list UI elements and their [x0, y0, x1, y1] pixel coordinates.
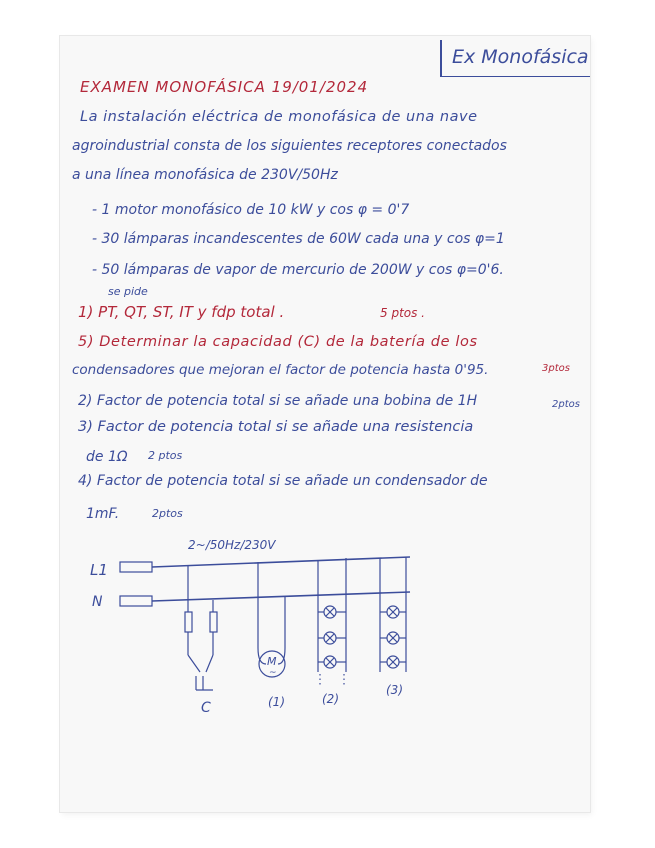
capacitor-branch — [185, 566, 217, 690]
question-1-points: 5 ptos . — [380, 306, 425, 320]
question-4-line-2: 1mF. — [86, 506, 120, 522]
neutral-conductor — [152, 592, 410, 601]
l1-terminal — [120, 562, 152, 572]
question-3-points: 2 ptos — [148, 449, 183, 462]
receiver-mercury: - 50 lámparas de vapor de mercurio de 200W y cos φ=0'6. — [92, 262, 504, 278]
header-tag: Ex Monofásica — [452, 46, 589, 68]
se-pide-label: se pide — [108, 285, 148, 298]
question-2-text: 2) Factor de potencia total si se añade una bobina de 1H — [78, 393, 478, 409]
receiver-motor: - 1 motor monofásico de 10 kW y cos φ = 0'7 — [92, 202, 410, 218]
motor-tilde: ~ — [269, 668, 277, 678]
label-c: C — [201, 700, 211, 716]
supply-label: 2~/50Hz/230V — [188, 538, 276, 552]
label-3: (3) — [386, 683, 403, 697]
l1-conductor — [152, 557, 410, 567]
lamp-icon — [387, 632, 399, 644]
lamp-icon — [324, 656, 336, 668]
question-2-points: 2ptos — [552, 399, 580, 410]
neutral-terminal — [120, 596, 152, 606]
exam-title: EXAMEN MONOFÁSICA 19/01/2024 — [80, 78, 369, 96]
question-3-line-2: de 1Ω — [86, 449, 128, 465]
neutral-label: N — [92, 594, 103, 610]
question-3-text: 3) Factor de potencia total si se añade una resistencia — [78, 419, 474, 435]
lamp-icon — [387, 656, 399, 668]
question-1: 1) PT, QT, ST, IT y fdp total . — [78, 303, 285, 321]
question-5-text: 5) Determinar la capacidad (C) de la batería de los — [78, 334, 478, 350]
lamp-icon — [387, 606, 399, 618]
intro-line-2: agroindustrial consta de los siguientes receptores conectados — [72, 138, 507, 154]
receiver-incandescent: - 30 lámparas incandescentes de 60W cada una y cos φ=1 — [92, 231, 505, 247]
question-5-points: 3ptos — [542, 363, 570, 374]
question-4-text: 4) Factor de potencia total si se añade un condensador de — [78, 473, 488, 489]
label-2: (2) — [322, 692, 339, 706]
motor-symbol: M — [267, 655, 277, 668]
intro-line-1: La instalación eléctrica de monofásica de una nave — [80, 109, 478, 125]
lamp-icon — [324, 606, 336, 618]
lamp-icon — [324, 632, 336, 644]
question-5-line-2: condensadores que mejoran el factor de potencia hasta 0'95. — [72, 362, 489, 378]
question-4-points: 2ptos — [152, 507, 183, 520]
lamp-group-2 — [318, 558, 346, 686]
intro-line-3: a una línea monofásica de 230V/50Hz — [72, 167, 338, 183]
label-1: (1) — [268, 695, 285, 709]
line-l1-label: L1 — [90, 561, 108, 579]
lamp-group-3 — [380, 557, 406, 672]
